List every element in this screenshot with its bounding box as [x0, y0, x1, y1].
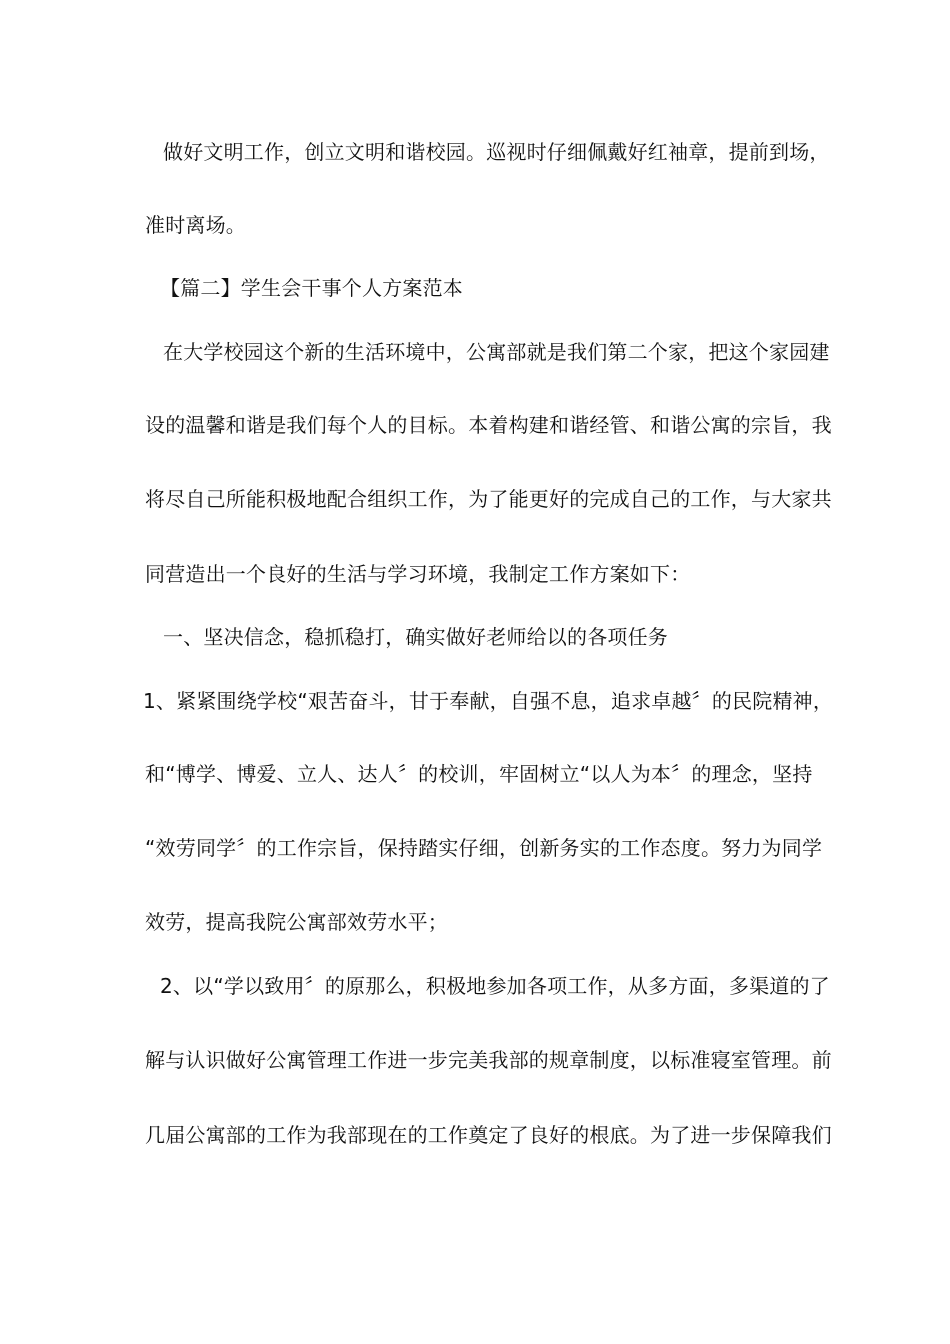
paragraph-line: 1、紧紧围绕学校“艰苦奋斗，甘于奉献，自强不息，追求卓越〞的民院精神，: [143, 689, 834, 713]
paragraph-line: 将尽自己所能积极地配合组织工作，为了能更好的完成自己的工作，与大家共: [145, 487, 832, 511]
paragraph-line: 2、以“学以致用〞的原那么，积极地参加各项工作，从多方面，多渠道的了: [160, 974, 830, 998]
paragraph-line: 在大学校园这个新的生活环境中，公寓部就是我们第二个家，把这个家园建: [163, 340, 830, 364]
paragraph-line: 解与认识做好公寓管理工作进一步完美我部的规章制度，以标准寝室管理。前: [145, 1048, 832, 1072]
paragraph-line: “效劳同学〞的工作宗旨，保持踏实仔细，创新务实的工作态度。努力为同学: [145, 836, 823, 860]
paragraph-line: 效劳，提高我院公寓部效劳水平；: [145, 910, 448, 934]
paragraph-line: 设的温馨和谐是我们每个人的目标。本着构建和谐经管、和谐公寓的宗旨，我: [145, 413, 832, 437]
paragraph-line: 同营造出一个良好的生活与学习环境，我制定工作方案如下：: [145, 562, 691, 586]
paragraph-line: 准时离场。: [145, 213, 246, 237]
section-heading: 【篇二】学生会干事个人方案范本: [160, 276, 463, 300]
paragraph-line: 几届公寓部的工作为我部现在的工作奠定了良好的根底。为了进一步保障我们: [145, 1123, 832, 1147]
paragraph-line: 和“博学、博爱、立人、达人〞的校训，牢固树立“以人为本〞的理念，坚持: [145, 762, 813, 786]
subsection-heading: 一、坚决信念，稳抓稳打，确实做好老师给以的各项任务: [163, 625, 668, 649]
paragraph-line: 做好文明工作，创立文明和谐校园。巡视时仔细佩戴好红袖章，提前到场，: [163, 140, 830, 164]
